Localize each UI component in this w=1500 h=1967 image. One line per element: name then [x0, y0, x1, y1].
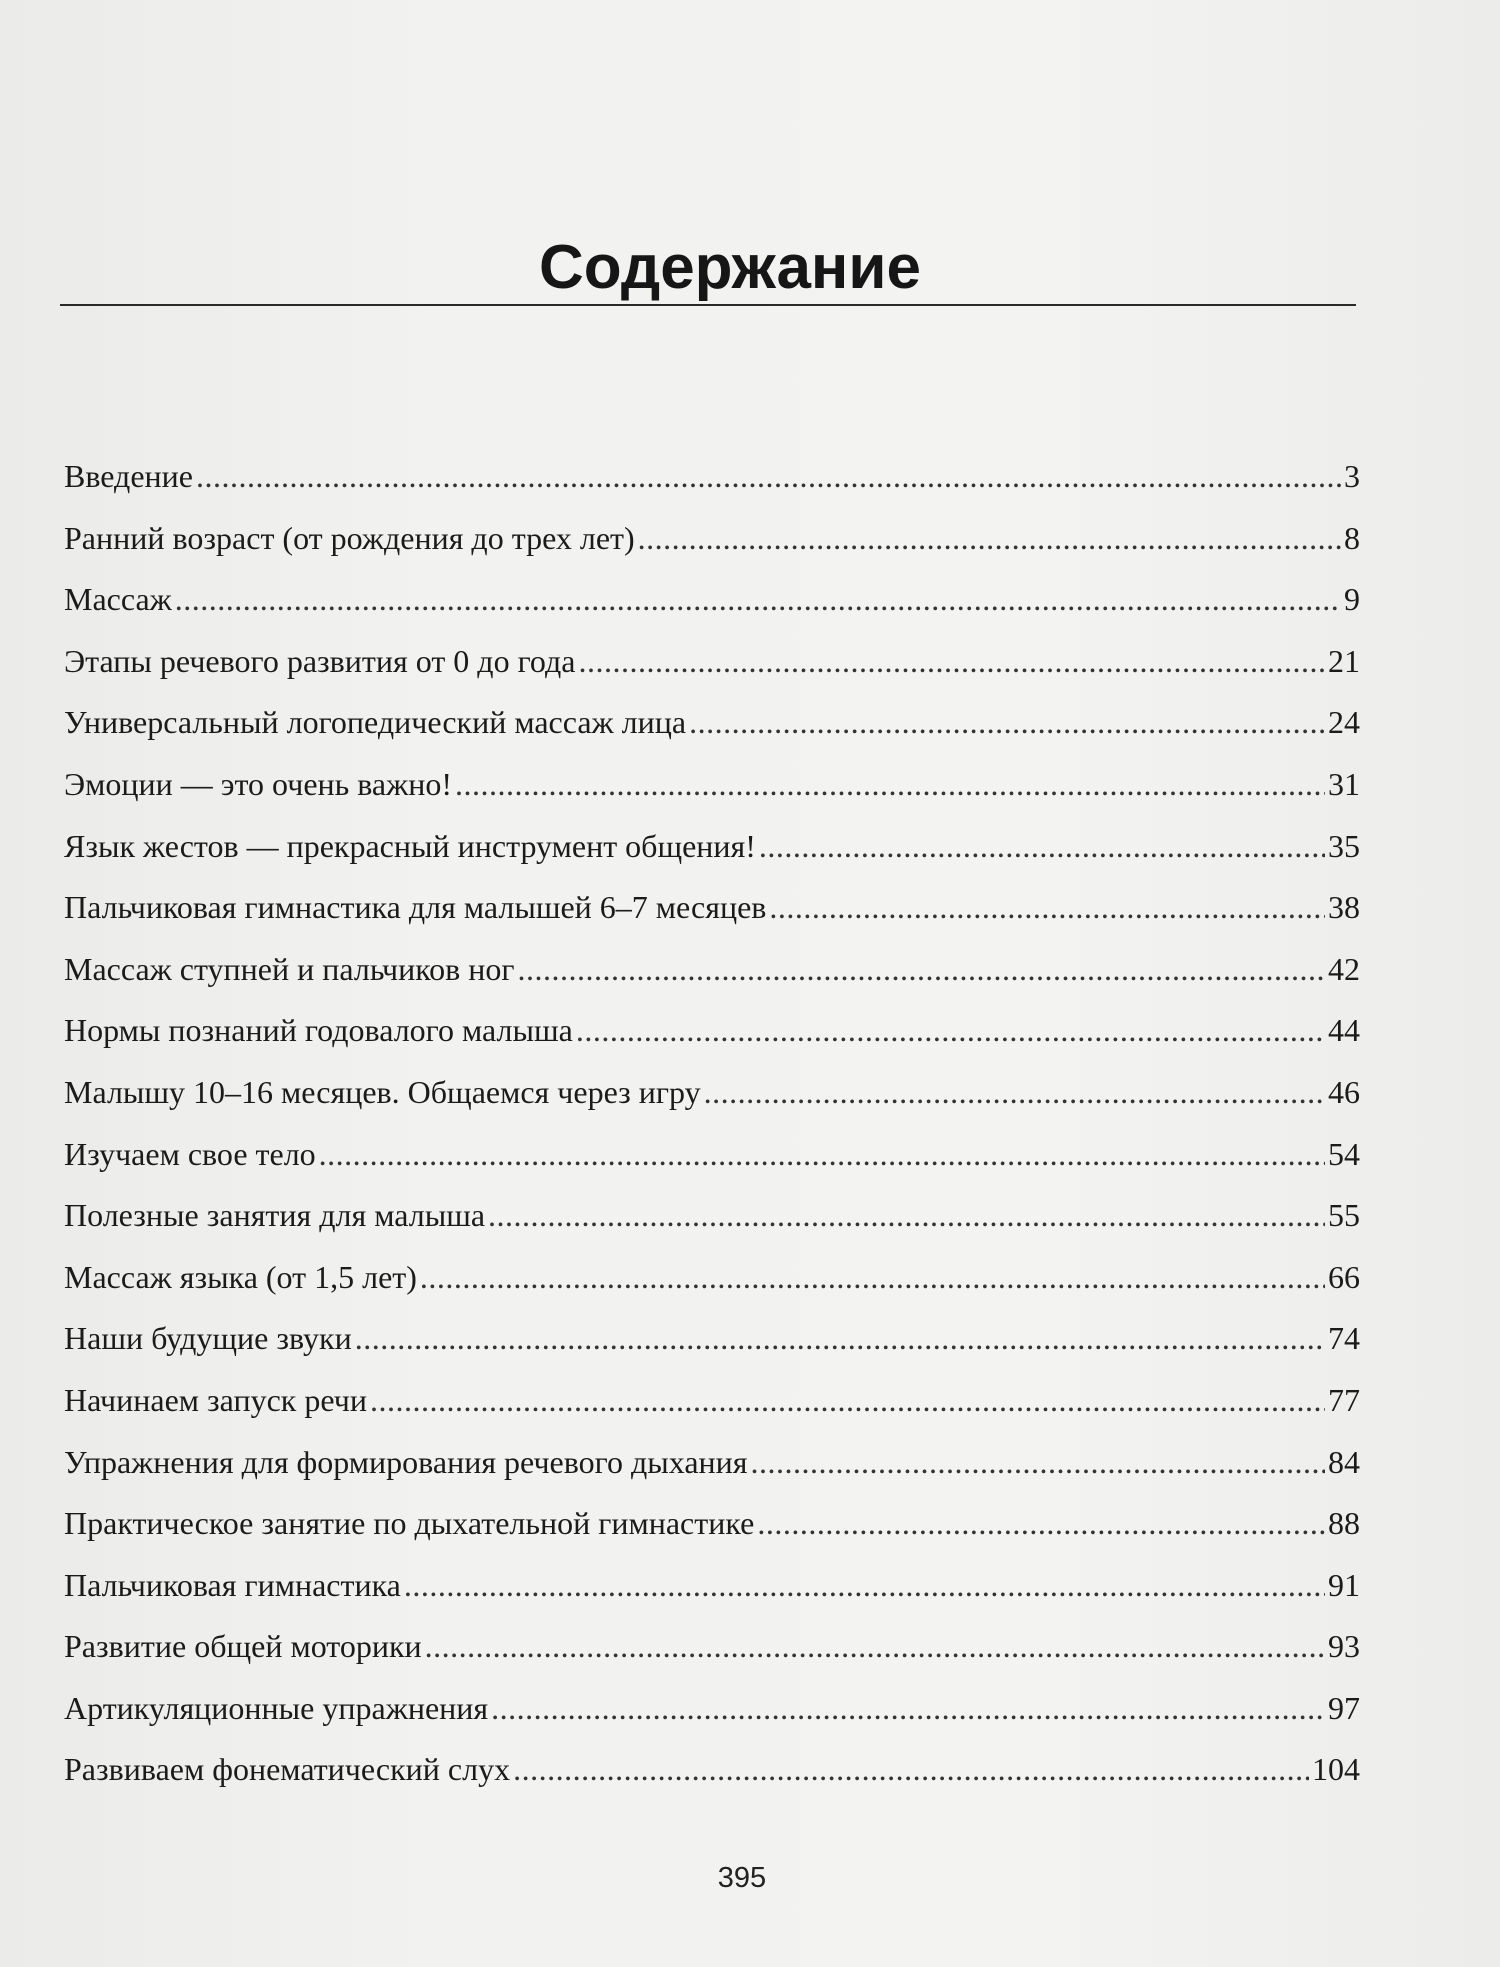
toc-entry-page: 88 — [1328, 1505, 1360, 1542]
toc-dot-leader — [759, 826, 1325, 866]
toc-entry-page: 84 — [1328, 1443, 1360, 1480]
toc-entry-page: 35 — [1328, 827, 1360, 864]
toc-entry-title: Полезные занятия для малыша — [64, 1197, 486, 1234]
toc-dot-leader — [491, 1688, 1325, 1728]
toc-entry-page: 24 — [1328, 704, 1360, 741]
toc-dot-leader — [425, 1626, 1325, 1666]
toc-dot-leader — [455, 764, 1325, 804]
toc-entry — [64, 1503, 1360, 1565]
toc-entry-title: Упражнения для формирования речевого дыхания — [64, 1443, 748, 1480]
toc-entry-page: 93 — [1328, 1628, 1360, 1665]
toc-dot-leader — [576, 1010, 1325, 1050]
toc-entry-title: Начинаем запуск речи — [64, 1381, 367, 1418]
toc-dot-leader — [757, 1503, 1325, 1543]
toc-dot-leader — [196, 456, 1341, 496]
toc-entry — [64, 1565, 1360, 1627]
page-number: 395 — [717, 1862, 767, 1894]
toc-dot-leader — [769, 887, 1325, 927]
toc-entry — [64, 949, 1360, 1011]
toc-dot-leader — [319, 1134, 1325, 1174]
toc-dot-leader — [638, 518, 1341, 558]
toc-entry — [64, 1688, 1360, 1750]
toc-entry-title: Практическое занятие по дыхательной гимнастике — [64, 1505, 755, 1542]
toc-entry — [64, 1318, 1360, 1380]
toc-entry-title: Введение — [64, 458, 193, 494]
toc-entry-page: 21 — [1328, 642, 1360, 679]
toc-entry-page: 91 — [1328, 1566, 1360, 1603]
toc-entry — [64, 1195, 1360, 1257]
toc-entry — [64, 887, 1360, 949]
toc-entry-page: 46 — [1328, 1073, 1360, 1110]
toc-dot-leader — [488, 1195, 1325, 1235]
toc-entry-title: Эмоции — это очень важно! — [64, 765, 453, 802]
toc-dot-leader — [517, 949, 1325, 989]
toc-dot-leader — [175, 579, 1341, 619]
page-title: Содержание — [539, 233, 921, 302]
toc-entry-page: 31 — [1328, 765, 1360, 802]
toc-entry-title: Артикуляционные упражнения — [64, 1689, 489, 1726]
toc-entry-page: 44 — [1328, 1012, 1360, 1049]
table-of-contents — [64, 456, 1360, 1811]
toc-entry-title: Массаж ступней и пальчиков ног — [64, 950, 515, 987]
toc-entry-title: Массаж — [64, 581, 172, 618]
toc-entry — [64, 1072, 1360, 1134]
toc-dot-leader — [689, 702, 1325, 742]
toc-entry — [64, 1134, 1360, 1196]
toc-entry-page: 104 — [1312, 1751, 1360, 1788]
toc-entry — [64, 456, 1360, 518]
toc-entry-title: Наши будущие звуки — [64, 1320, 352, 1357]
toc-entry-title: Пальчиковая гимнастика для малышей 6–7 месяцев — [64, 889, 767, 926]
toc-entry-title: Нормы познаний годовалого малыша — [64, 1012, 573, 1049]
toc-entry-page: 8 — [1344, 519, 1360, 556]
toc-entry — [64, 826, 1360, 888]
toc-dot-leader — [420, 1257, 1325, 1297]
toc-dot-leader — [578, 641, 1325, 681]
title-underline — [60, 304, 1356, 306]
toc-entry-title: Малышу 10–16 месяцев. Общаемся через игру — [64, 1073, 701, 1110]
toc-entry-page: 54 — [1328, 1135, 1360, 1172]
toc-entry-title: Развитие общей моторики — [64, 1628, 422, 1665]
toc-entry — [64, 1626, 1360, 1688]
toc-entry — [64, 1010, 1360, 1072]
toc-entry-page: 66 — [1328, 1258, 1360, 1295]
toc-entry-page: 77 — [1328, 1381, 1360, 1418]
toc-entry — [64, 641, 1360, 703]
toc-dot-leader — [513, 1749, 1309, 1789]
toc-entry-page: 3 — [1344, 458, 1360, 494]
toc-entry-title: Развиваем фонематический слух — [64, 1751, 511, 1788]
toc-entry — [64, 1442, 1360, 1504]
toc-entry-page: 9 — [1344, 581, 1360, 618]
toc-entry-page: 38 — [1328, 889, 1360, 926]
toc-entry-page: 74 — [1328, 1320, 1360, 1357]
toc-entry — [64, 702, 1360, 764]
toc-entry-title: Универсальный логопедический массаж лица — [64, 704, 687, 741]
toc-entry-title: Ранний возраст (от рождения до трех лет) — [64, 519, 635, 556]
toc-dot-leader — [370, 1380, 1325, 1420]
toc-entry — [64, 1257, 1360, 1319]
toc-entry-title: Этапы речевого развития от 0 до года — [64, 642, 576, 679]
toc-entry-title: Пальчиковая гимнастика — [64, 1566, 401, 1603]
toc-dot-leader — [704, 1072, 1325, 1112]
toc-dot-leader — [750, 1442, 1325, 1482]
toc-entry-title: Массаж языка (от 1,5 лет) — [64, 1258, 417, 1295]
toc-entry — [64, 1749, 1360, 1811]
toc-entry-title: Язык жестов — прекрасный инструмент общения! — [64, 827, 756, 864]
toc-entry-page: 55 — [1328, 1197, 1360, 1234]
toc-entry — [64, 579, 1360, 641]
toc-entry — [64, 764, 1360, 826]
toc-entry-title: Изучаем свое тело — [64, 1135, 316, 1172]
toc-entry-page: 97 — [1328, 1689, 1360, 1726]
toc-entry-page: 42 — [1328, 950, 1360, 987]
toc-dot-leader — [355, 1318, 1325, 1358]
toc-entry — [64, 1380, 1360, 1442]
toc-entry — [64, 518, 1360, 580]
toc-dot-leader — [404, 1565, 1325, 1605]
